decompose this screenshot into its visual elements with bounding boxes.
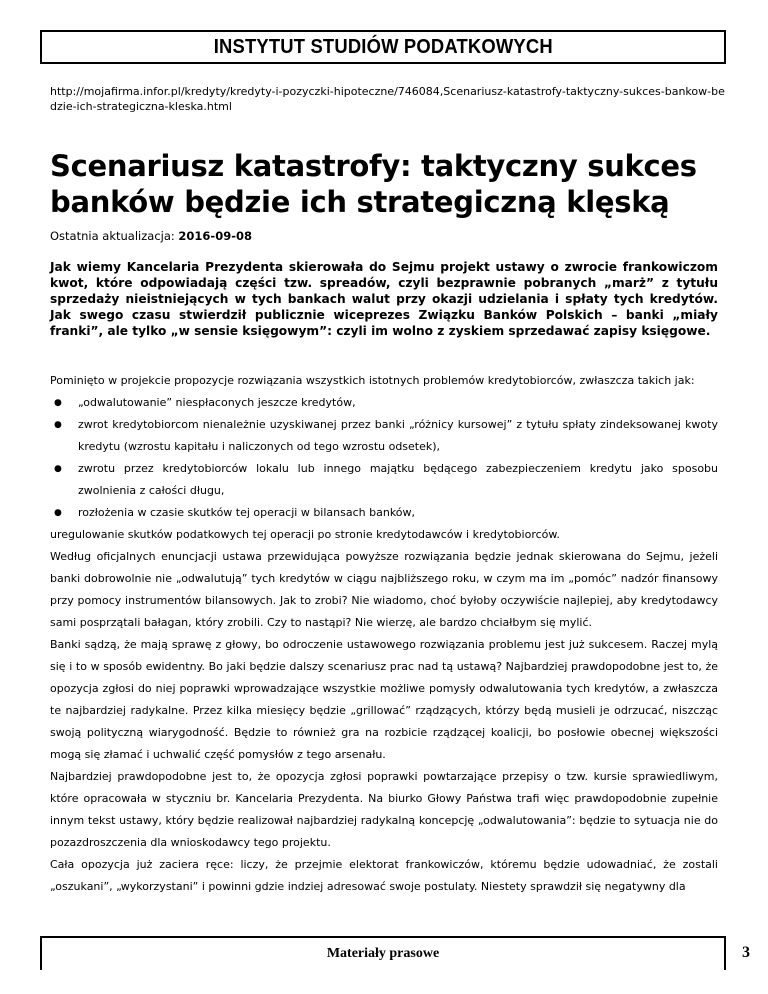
footer-label: Materiały prasowe (326, 946, 440, 961)
issues-list (50, 392, 718, 524)
page-number: 3 (742, 944, 750, 961)
list-item: ● zwrot kredytobiorcom nienależnie uzyskiwanej przez banki „różnicy kursowej” z tytułu spłaty zindeksowanej kwoty kredytu (wzrostu kapitału i naliczonych od tego wzrostu odsetek), (50, 414, 718, 458)
list-item: ● zwrotu przez kredytobiorców lokalu lub innego majątku będącego zabezpieczeniem kredytu jako sposobu zwolnienia z całości długu, (50, 458, 718, 502)
body-paragraph: uregulowanie skutków podatkowych tej operacji po stronie kredytodawców i kredytobiorców. (50, 528, 560, 541)
article-lead: Jak wiemy Kancelaria Prezydenta skierowała do Sejmu projekt ustawy o zwrocie frankowiczom kwot, które odpowiadają części tzw. spreadów, czyli bezprawnie pobranych „marż” z tytułu sprzedaży nieistniejących w tych bankach walut przy okazji udzielania i spłaty tych kredytów. Jak swego czasu stwierdził publicznie wiceprezes Związku Banków Polskich – banki „miały franki”, ale tylko „w sensie księgowym”: czyli im wolno z zyskiem sprzedawać zapisy księgowe. (50, 260, 718, 338)
updated-label: Ostatnia aktualizacja: (50, 229, 175, 243)
footer-banner (40, 936, 750, 970)
body-paragraph: Najbardziej prawdopodobne jest to, że opozycja zgłosi poprawki powtarzające przepisy o tzw. kursie sprawiedliwym, które opracowała w styczniu br. Kancelaria Prezydenta. Na biurko Głowy Państwa trafi więc prawdopodobnie zupełnie innym tekst ustawy, który będzie realizował najbardziej radykalną koncepcję „odwalutowania”: będzie to sytuacja nie do pozazdroszczenia dla wnioskodawcy tego projektu. (50, 770, 718, 849)
article-body (50, 370, 718, 898)
source-url[interactable]: http://mojafirma.infor.pl/kredyty/kredyty-i-pozyczki-hipoteczne/746084,Scenariusz-katastrofy-taktyczny-sukces-bankow-bedzie-ich-strategiczna-kleska.html (50, 85, 725, 113)
bullet-icon: ● (54, 464, 62, 474)
bullet-icon: ● (54, 398, 62, 408)
institute-name: INSTYTUT STUDIÓW PODATKOWYCH (213, 35, 553, 58)
body-paragraph: Banki sądzą, że mają sprawę z głowy, bo odroczenie ustawowego rozwiązania problemu jest już sukcesem. Raczej mylą się i to w sposób ewidentny. Bo jaki będzie dalszy scenariusz prac nad tą ustawą? Najbardziej prawdopodobne jest to, że opozycja zgłosi do niej poprawki wprowadzające wszystkie możliwe pomysły odwalutowania tych kredytów, a zwłaszcza te najbardziej radykalne. Przez kilka miesięcy będzie „grillować” rządzących, którzy będą musieli je odrzucać, niszcząc swoją polityczną wiarygodność. Będzie to również gra na rozbicie rządzącej koalicji, bo posłowie obecnej większości mogą się złamać i uchwalić część pomysłów z tego arsenału. (50, 638, 718, 761)
intro-paragraph: Pominięto w projekcie propozycje rozwiązania wszystkich istotnych problemów kredytobiorców, zwłaszcza takich jak: (50, 374, 695, 387)
body-paragraph: Według oficjalnych enuncjacji ustawa przewidująca powyższe rozwiązania będzie jednak skierowana do Sejmu, jeżeli banki dobrowolnie nie „odwalutują” tych kredytów w ciągu najbliższego roku, w czym ma im „pomóc” nadzór finansowy przy pomocy instrumentów bilansowych. Jak to zrobi? Nie wiadomo, choć byłoby oczywiście najlepiej, aby kredytodawcy sami posprzątali bałagan, który zrobili. Czy to nastąpi? Nie wierzę, ale bardzo chciałbym się mylić. (50, 550, 718, 629)
bullet-icon: ● (54, 508, 62, 518)
bullet-icon: ● (54, 420, 62, 430)
last-updated (50, 229, 252, 243)
list-item: ● „odwalutowanie” niespłaconych jeszcze kredytów, (50, 392, 718, 414)
header-banner (40, 30, 726, 64)
article-title: Scenariusz katastrofy: taktyczny sukces banków będzie ich strategiczną klęską (50, 149, 697, 219)
updated-date: 2016-09-08 (178, 229, 252, 243)
body-paragraph: Cała opozycja już zaciera ręce: liczy, że przejmie elektorat frankowiczów, któremu będzie udowadniać, że zostali „oszukani”, „wykorzystani” i powinni gdzie indziej adresować swoje postulaty. Niestety sprawdził się negatywny dla (50, 858, 718, 893)
list-item: ● rozłożenia w czasie skutków tej operacji w bilansach banków, (50, 502, 718, 524)
